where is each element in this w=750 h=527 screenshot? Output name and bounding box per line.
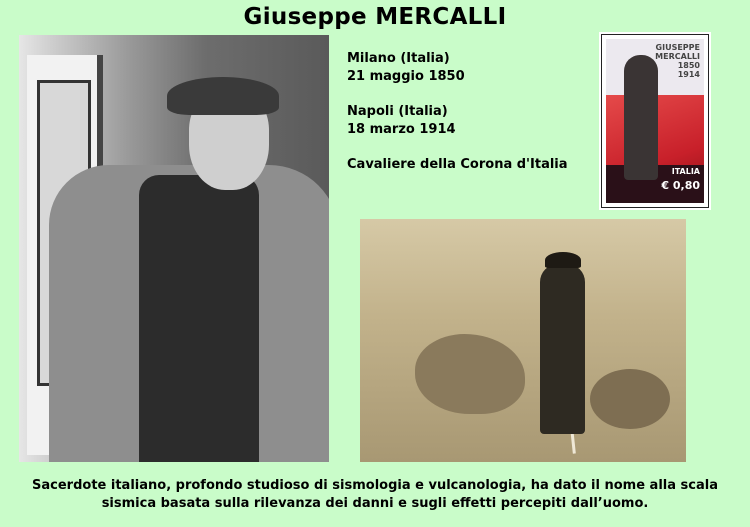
birth-info (347, 50, 568, 86)
stamp-name-line1: GIUSEPPE (655, 43, 700, 52)
photo-vest-shape (139, 175, 259, 462)
stamp-figure (624, 55, 658, 180)
bio-info (347, 50, 568, 191)
photo-hat (545, 252, 581, 268)
photo-boulder (415, 334, 525, 414)
honor-text: Cavaliere della Corona d'Italia (347, 157, 568, 172)
portrait-photo (19, 35, 329, 462)
death-info (347, 103, 568, 139)
photo-cap-shape (167, 77, 279, 115)
stamp-value: € 0,80 (661, 179, 700, 192)
honor-info (347, 156, 568, 174)
caption (0, 477, 750, 513)
death-place: Napoli (Italia) (347, 104, 448, 119)
stamp-name (655, 43, 700, 79)
birth-place: Milano (Italia) (347, 51, 450, 66)
photo-standing-figure (540, 264, 585, 434)
page-title: Giuseppe MERCALLI (243, 4, 507, 30)
stamp-year2: 1914 (677, 70, 700, 79)
volcano-field-photo (360, 219, 686, 462)
caption-line-2: sismica basata sulla rilevanza dei danni e sugli effetti percepiti dall’uomo. (101, 496, 649, 511)
death-date: 18 marzo 1914 (347, 122, 456, 137)
postage-stamp (601, 34, 709, 208)
birth-date: 21 maggio 1850 (347, 69, 465, 84)
stamp-country: ITALIA (671, 167, 700, 176)
caption-line-1: Sacerdote italiano, profondo studioso di sismologia e vulcanologia, ha dato il nome alla scala (32, 478, 718, 493)
photo-boulder-small (590, 369, 670, 429)
stamp-name-line2: MERCALLI (655, 52, 700, 61)
stamp-year1: 1850 (677, 61, 700, 70)
